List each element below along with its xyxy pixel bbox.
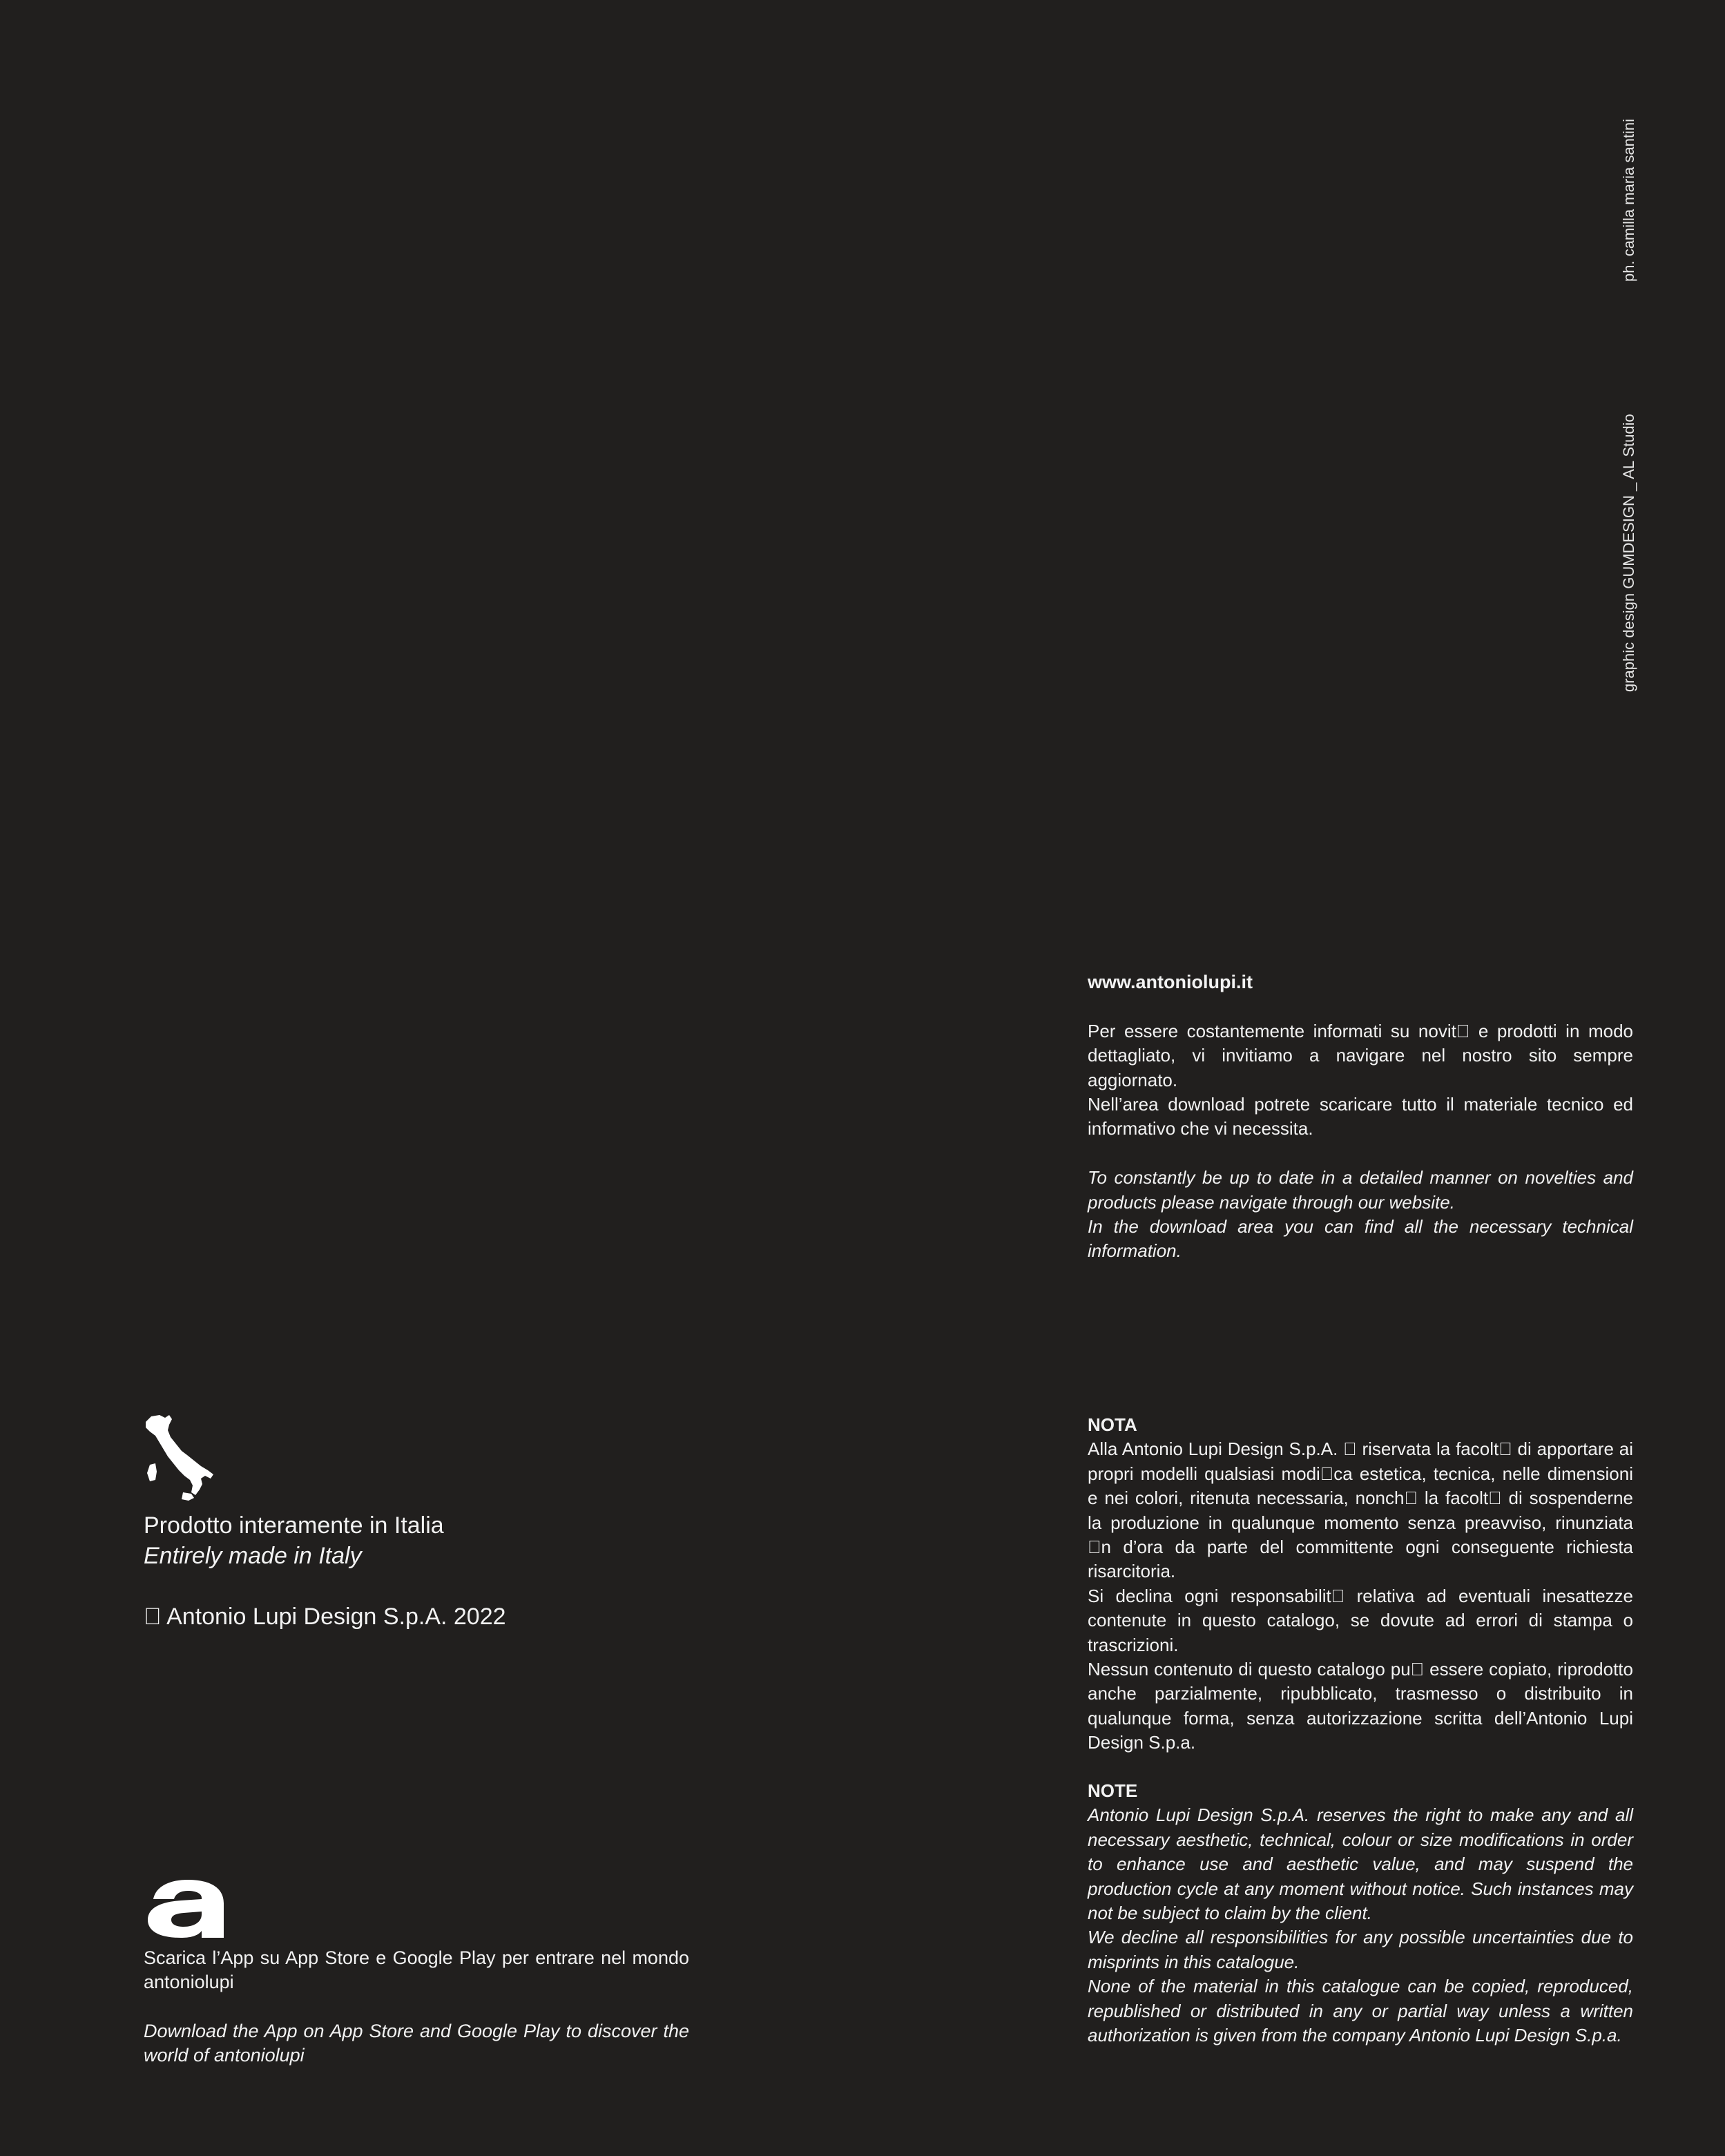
app-download-text-it: Scarica l’App su App Store e Google Play per entrare nel mondo antoniolupi: [144, 1947, 689, 1993]
note-paragraph-1: Antonio Lupi Design S.p.A. reserves the right to make any and all necessary aesthetic, technical, colour or size modifications in order to enhance use and aesthetic value, and may suspend the production cycle at any moment without notice. Such instances may not be subject to claim by the client.: [1088, 1804, 1633, 1924]
nota-paragraph-2: Si declina ogni responsabilit  relativa ad eventuali inesattezze contenute in questo catalogo, se dovute ad errori di stampa o trascrizioni.: [1088, 1585, 1633, 1655]
note-section: [1088, 1779, 1633, 2048]
photo-credit: ph. camilla maria santini: [1620, 119, 1637, 282]
made-in-italy-it: Prodotto interamente in Italia: [144, 1512, 444, 1539]
note-paragraph-3: None of the material in this catalogue can be copied, reproduced, republished or distributed in any or partial way unless a written authorization is given from the company Antonio Lupi Design S.p.a.: [1088, 1976, 1633, 2046]
note-heading: NOTE: [1088, 1780, 1138, 1801]
copyright:   Antonio Lupi Design S.p.A. 2022: [144, 1604, 506, 1630]
design-credit: graphic design GUMDESIGN _ AL Studio: [1620, 414, 1637, 692]
nota-paragraph-1: Alla Antonio Lupi Design S.p.A.   riservata la facolt  di apportare ai propri modelli qualsiasi modi ca estetica, tecnica, nelle dimensioni e nei colori, ritenuta necessaria, nonch  la facolt  di sospenderne la produzione in qualunque momento senza preavviso, rinunziata  n d’ora da parte del committente ogni conseguente richiesta risarcitoria.: [1088, 1438, 1633, 1582]
logo-glyph: a: [227, 1937, 228, 1938]
website-text-en-1: To constantly be up to date in a detailed manner on novelties and products please navigate through our website.: [1088, 1167, 1633, 1213]
website-text-en-2: In the download area you can find all the necessary technical information.: [1088, 1216, 1633, 1262]
italy-map-icon: [142, 1412, 218, 1502]
nota-heading: NOTA: [1088, 1414, 1137, 1435]
website-text-it-1: Per essere costantemente informati su novit  e prodotti in modo dettagliato, vi invitiamo a navigare nel nostro sito sempre aggiornato.: [1088, 1020, 1633, 1090]
app-download-text-en: Download the App on App Store and Google Play to discover the world of antoniolupi: [144, 2021, 689, 2066]
nota-paragraph-3: Nessun contenuto di questo catalogo pu  essere copiato, riprodotto anche parzialmente, ripubblicato, trasmesso o distribuito in qualunque forma, senza autorizzazione scritta dell’Antonio Lupi Design S.p.a.: [1088, 1659, 1633, 1753]
nota-section: [1088, 1413, 1633, 1755]
made-in-italy-en: Entirely made in Italy: [144, 1543, 362, 1569]
website-link[interactable]: www.antoniolupi.it: [1088, 972, 1253, 992]
note-paragraph-2: We decline all responsibilities for any possible uncertainties due to misprints in this catalogue.: [1088, 1927, 1633, 1972]
antoniolupi-logo-icon: [144, 1880, 231, 1938]
website-text-it-2: Nell’area download potrete scaricare tutto il materiale tecnico ed informativo che vi necessita.: [1088, 1094, 1633, 1139]
website-section: [1088, 970, 1633, 1264]
